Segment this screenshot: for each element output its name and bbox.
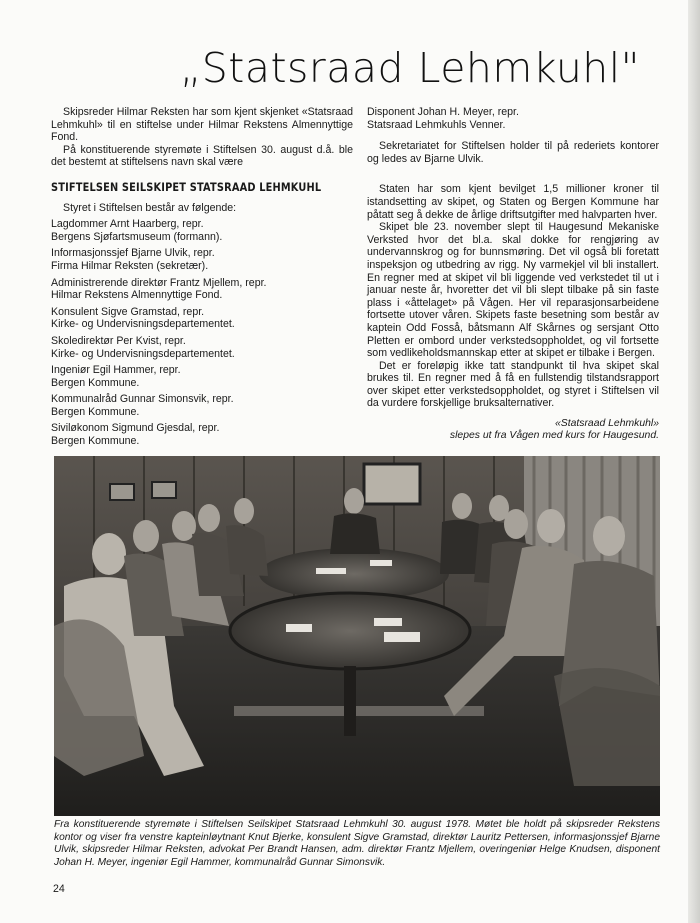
member-title: Disponent Johan H. Meyer, repr. xyxy=(367,106,519,118)
board-member xyxy=(51,364,353,389)
right-column xyxy=(367,106,659,410)
board-member xyxy=(51,335,353,360)
member-affiliation: Bergens Sjøfartsmuseum (formann). xyxy=(51,230,223,243)
board-member xyxy=(51,306,353,331)
board-member xyxy=(51,393,353,418)
member-title: Konsulent Sigve Gramstad, repr. xyxy=(51,305,205,318)
funding-paragraph: Staten har som kjent bevilget 1,5 millioner kroner til istandsetting av skipet, og Staten og Bergen Kommune har påtatt seg å dekke de årlige driftsutgifter med halvparten hver. xyxy=(367,183,659,221)
board-member xyxy=(51,218,353,243)
member-affiliation: Statsraad Lehmkuhls Venner. xyxy=(367,118,506,131)
secretariat-paragraph: Sekretariatet for Stiftelsen holder til på rederiets kontorer og ledes av Bjarne Ulvik. xyxy=(367,140,659,165)
member-affiliation: Bergen Kommune. xyxy=(51,376,140,389)
board-intro: Styret i Stiftelsen består av følgende: xyxy=(63,201,237,214)
page-edge-shadow xyxy=(688,0,700,923)
member-affiliation: Kirke- og Undervisningsdepartementet. xyxy=(51,318,235,331)
ship-photo-caption xyxy=(390,418,659,443)
ship-caption-name: «Statsraad Lehmkuhl» xyxy=(555,418,659,429)
article-title: „Statsraad Lehmkuhl" xyxy=(180,44,641,92)
towing-paragraph: Skipet ble 23. november slept til Haugesund Mekaniske Verksted hvor det bl.a. skal dokke for rengjøring av undervannskrog og for bunnsmøring. Det vil også bli foretatt inspeksjon og utbedring av rigg. Ny varmekjel vil bli installert. En regner med at skipet vil bli liggende ved verkstedet til ut i januar neste år, hvoretter det vil bli slept tilbake på sin faste plass i «åttelaget» på Vågen. Her vil reparasjonsarbeidene fortsette utover våren. Skipets faste besetning som består av kaptein Odd Fosså, båtsmann Alf Skårnes og sersjant Otto Pletten er ombord under verkstedsoppholdet, og vil fortsette som vedlikeholdsmannskap etter at skipet er tilbake i Bergen. xyxy=(367,221,659,360)
meyer-entry xyxy=(367,106,659,131)
member-affiliation: Bergen Kommune. xyxy=(51,405,140,418)
member-title: Lagdommer Arnt Haarberg, repr. xyxy=(51,218,204,231)
member-affiliation: Firma Hilmar Reksten (sekretær). xyxy=(51,259,209,272)
member-title: Kommunalråd Gunnar Simonsvik, repr. xyxy=(51,393,234,406)
board-meeting-photo-illustration xyxy=(54,456,660,816)
member-title: Informasjonssjef Bjarne Ulvik, repr. xyxy=(51,247,215,260)
member-title: Siviløkonom Sigmund Gjesdal, repr. xyxy=(51,422,220,435)
board-meeting-photo xyxy=(54,456,660,816)
photo-caption: Fra konstituerende styremøte i Stiftelsen Seilskipet Statsraad Lehmkuhl 30. august 1978. Møtet ble holdt på skipsreder Rekstens kontor og viser fra venstre kapteinløytnant Knut Bjerke, konsulent Sigve Gramstad, direktør Lauritz Pettersen, informasjonssjef Bjarne Ulvik, skipsreder Hilmar Reksten, advokat Per Brandt Hansen, adm. direktør Frantz Mjellem, overingeniør Helge Knudsen, disponent Johan H. Meyer, ingeniør Egil Hammer, kommunalråd Gunnar Simonsvik. xyxy=(54,819,660,868)
left-column xyxy=(51,106,353,448)
intro-paragraph: Skipsreder Hilmar Reksten har som kjent skjenket «Statsraad Lehmkuhl» til en stiftelse under Hilmar Rekstens Almennyttige Fond. xyxy=(51,106,353,144)
member-affiliation: Hilmar Rekstens Almennyttige Fond. xyxy=(51,289,223,302)
board-member xyxy=(51,422,353,447)
member-title: Administrerende direktør Frantz Mjellem, repr. xyxy=(51,276,267,289)
page-number: 24 xyxy=(53,883,65,895)
member-affiliation: Kirke- og Undervisningsdepartementet. xyxy=(51,347,235,360)
member-affiliation: Bergen Kommune. xyxy=(51,435,140,448)
member-title: Ingeniør Egil Hammer, repr. xyxy=(51,364,181,377)
member-title: Skoledirektør Per Kvist, repr. xyxy=(51,334,186,347)
ship-caption-text: slepes ut fra Vågen med kurs for Haugesund. xyxy=(449,430,659,442)
foundation-heading: STIFTELSEN SEILSKIPET STATSRAAD LEHMKUHL xyxy=(51,179,322,194)
future-paragraph: Det er foreløpig ikke tatt standpunkt til hva skipet skal brukes til. En regner med å få en fullstendig tilstandsrapport over skipet etter verkstedsoppholdet, og styret i Stiftelsen vil da vurdere forskjellige bruksalternativer. xyxy=(367,359,659,410)
meeting-paragraph: På konstituerende styremøte i Stiftelsen 30. august d.å. ble det bestemt at stiftelsens navn skal være xyxy=(51,143,353,169)
board-member xyxy=(51,277,353,302)
board-member xyxy=(51,247,353,272)
board-member-list xyxy=(51,218,353,448)
